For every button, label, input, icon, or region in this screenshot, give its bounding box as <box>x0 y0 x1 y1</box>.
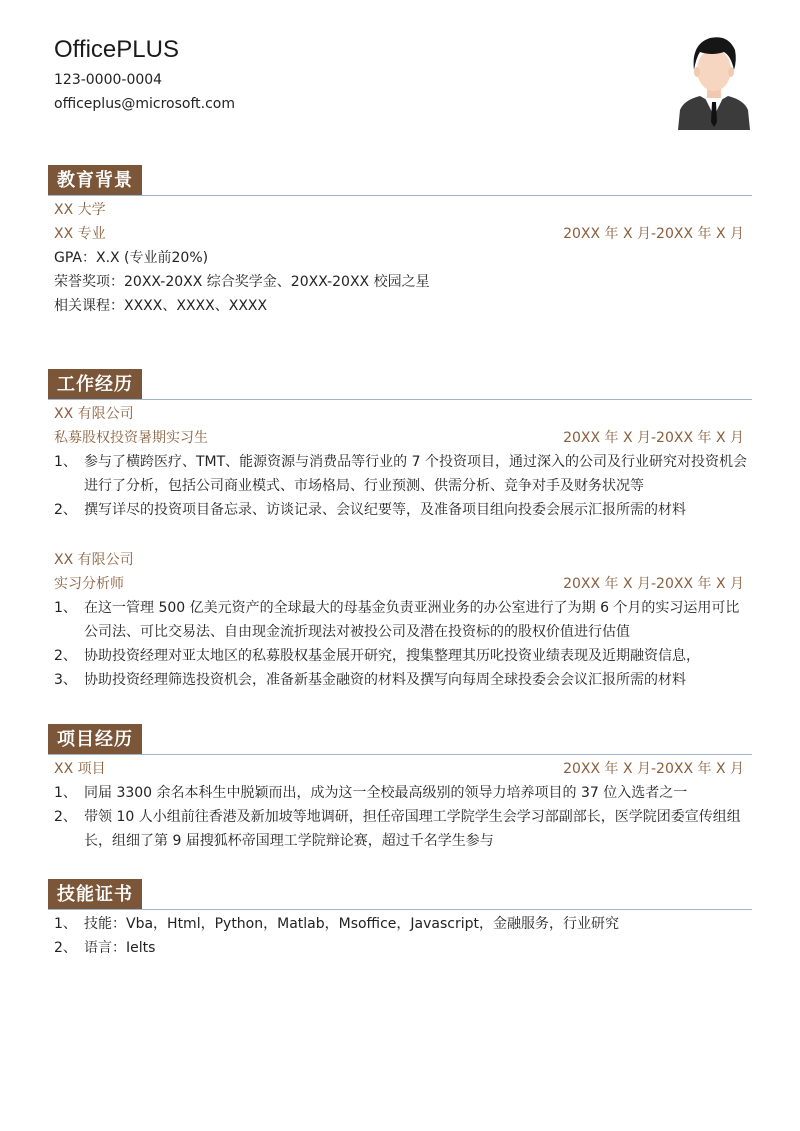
project-name: XX 项目 <box>54 761 106 777</box>
item-number: 1、 <box>54 785 77 801</box>
list-item <box>54 912 752 936</box>
section-title-skills: 技能证书 <box>48 879 142 910</box>
role-title: 私募股权投资暑期实习生 <box>54 430 208 446</box>
avatar <box>676 30 752 130</box>
section-divider <box>48 195 752 196</box>
courses: 相关课程：XXXX、XXXX、XXXX <box>54 298 268 314</box>
role-row <box>48 572 752 596</box>
section-divider <box>48 399 752 400</box>
project-date: 20XX 年 X 月-20XX 年 X 月 <box>563 761 744 777</box>
company-name: XX 有限公司 <box>54 552 134 568</box>
item-number: 1、 <box>54 916 77 932</box>
item-text: 撰写详尽的投资项目备忘录、访谈记录、会议纪要等，及准备项目组向投委会展示汇报所需的材料 <box>84 502 686 518</box>
list-item <box>54 781 752 805</box>
skills-section <box>48 879 752 960</box>
item-text: 参与了横跨医疗、TMT、能源资源与消费品等行业的 7 个投资项目，通过深入的公司及行业研究对投资机会进行了分析，包括公司商业模式、市场格局、行业预测、供需分析、竞争对手及财务状况等 <box>84 454 747 494</box>
education-section <box>48 165 752 318</box>
major-name: XX 专业 <box>54 226 106 242</box>
job-date: 20XX 年 X 月-20XX 年 X 月 <box>563 430 744 446</box>
item-text: 同届 3300 余名本科生中脱颖而出，成为这一全校最高级别的领导力培养项目的 37 位入选者之一 <box>84 785 688 801</box>
item-number: 1、 <box>54 600 77 616</box>
item-text: 协助投资经理对亚太地区的私募股权基金展开研究，搜集整理其历叱投资业绩表现及近期融资信息， <box>84 648 700 664</box>
phone-number: 123-0000-0004 <box>54 72 163 88</box>
item-text: 协助投资经理筛选投资机会，准备新基金融资的材料及撰写向每周全球投委会会议汇报所需的材料 <box>84 672 686 688</box>
item-text: 带领 10 人小组前往香港及新加坡等地调研，担任帝国理工学院学生会学习部副部长，医学院团委宣传组组长，组细了第 9 届搜狐杯帝国理工学院辩论赛，超过千名学生参与 <box>84 809 741 849</box>
email-address: officeplus@microsoft.com <box>54 96 235 112</box>
company-name: XX 有限公司 <box>54 406 134 422</box>
item-text: 语言：Ielts <box>84 940 156 956</box>
school-name: XX 大学 <box>54 202 106 218</box>
work-section <box>48 369 752 692</box>
list-item <box>54 644 752 668</box>
section-title-work: 工作经历 <box>48 369 142 400</box>
item-number: 3、 <box>54 672 77 688</box>
list-item <box>54 936 752 960</box>
project-section <box>48 724 752 853</box>
project-row <box>48 757 752 781</box>
major-row <box>48 222 752 246</box>
item-text: 在这一管理 500 亿美元资产的全球最大的母基金负责亚洲业务的办公室进行了为期 6 个月的实习运用可比公司法、可比交易法、自由现金流折现法对被投公司及潜在投资标的的股权价值进行估值 <box>84 600 740 640</box>
list-item <box>54 450 752 498</box>
list-item <box>54 668 752 692</box>
item-number: 2、 <box>54 648 77 664</box>
section-divider <box>48 909 752 910</box>
item-number: 2、 <box>54 809 77 825</box>
gpa: GPA：X.X (专业前20%) <box>54 250 209 266</box>
item-number: 2、 <box>54 502 77 518</box>
item-number: 1、 <box>54 454 77 470</box>
list-item <box>54 596 752 644</box>
role-title: 实习分析师 <box>54 576 124 592</box>
list-item <box>54 498 752 522</box>
list-item <box>54 805 752 853</box>
job-date: 20XX 年 X 月-20XX 年 X 月 <box>563 576 744 592</box>
role-row <box>48 426 752 450</box>
section-title-project: 项目经历 <box>48 724 142 755</box>
education-date: 20XX 年 X 月-20XX 年 X 月 <box>563 226 744 242</box>
honors: 荣誉奖项：20XX-20XX 综合奖学金、20XX-20XX 校园之星 <box>54 274 430 290</box>
candidate-name: OfficePLUS <box>54 36 179 63</box>
item-number: 2、 <box>54 940 77 956</box>
section-divider <box>48 754 752 755</box>
section-title-education: 教育背景 <box>48 165 142 196</box>
item-text: 技能：Vba，Html，Python，Matlab，Msoffice，Javascript，金融服务，行业研究 <box>84 916 619 932</box>
